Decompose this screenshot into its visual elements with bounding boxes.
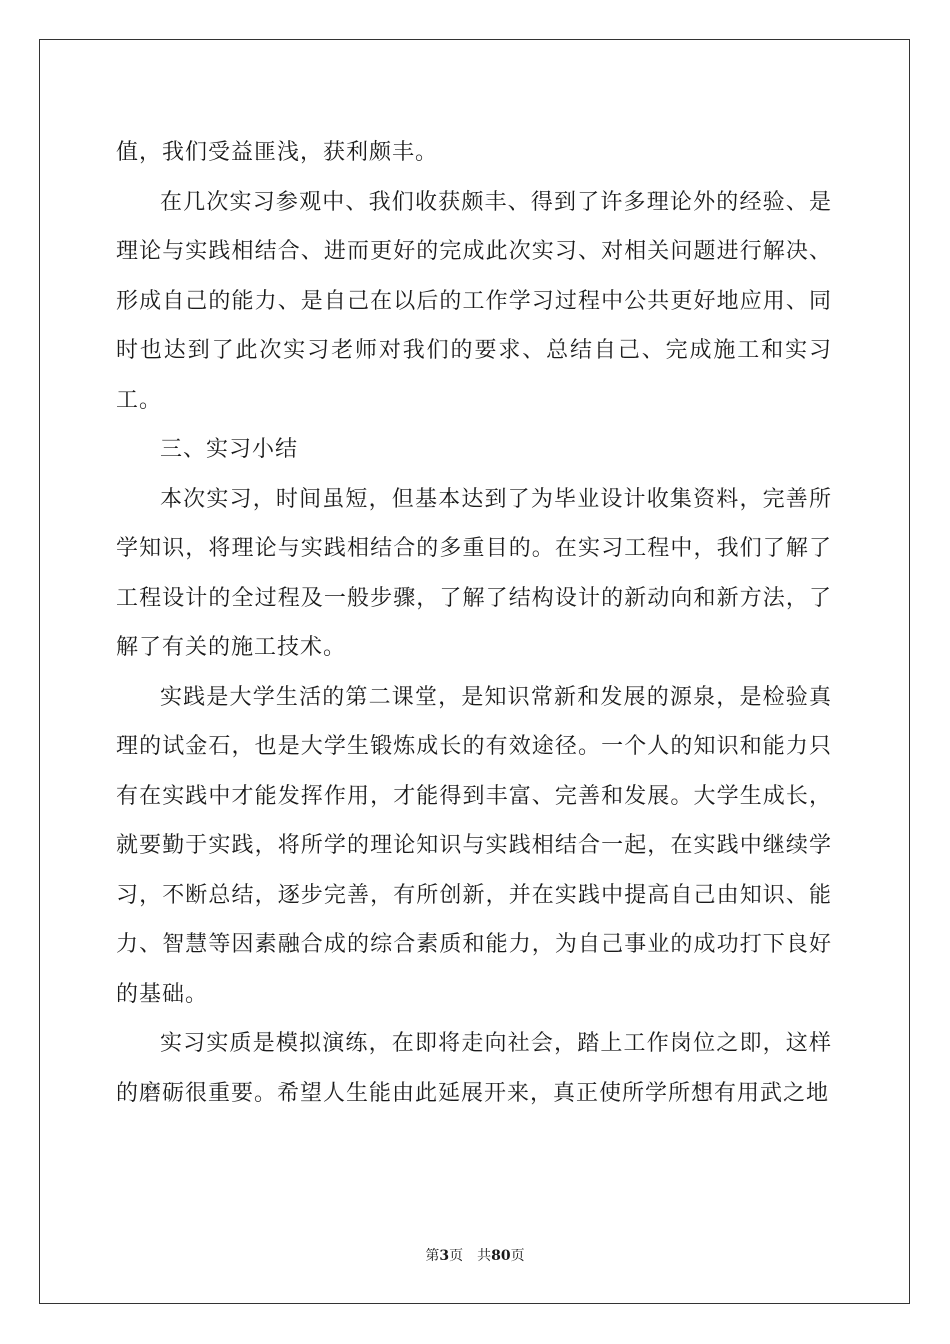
page-footer xyxy=(0,1247,950,1265)
page-prefix: 第 xyxy=(425,1248,440,1264)
paragraph-2: 在几次实习参观中、我们收获颇丰、得到了许多理论外的经验、是理论与实践相结合、进而更好的完成此次实习、对相关问题进行解决、形成自己的能力、是自己在以后的工作学习过程中公共更好地应用、同时也达到了此次实习老师对我们的要求、总结自己、完成施工和实习工。 xyxy=(116,189,832,413)
page-total: 80 xyxy=(491,1248,511,1264)
paragraph-1: 值，我们受益匪浅，获利颇丰。 xyxy=(116,140,439,165)
section-heading: 三、实习小结 xyxy=(160,437,299,462)
paragraph-4: 实践是大学生活的第二课堂，是知识常新和发展的源泉，是检验真理的试金石，也是大学生锻炼成长的有效途径。一个人的知识和能力只有在实践中才能发挥作用，才能得到丰富、完善和发展。大学生成长，就要勤于实践，将所学的理论知识与实践相结合一起，在实践中继续学习，不断总结，逐步完善，有所创新，并在实践中提高自己由知识、能力、智慧等因素融合成的综合素质和能力，为自己事业的成功打下良好的基础。 xyxy=(116,684,832,1007)
total-prefix: 共 xyxy=(477,1248,492,1264)
document-body xyxy=(116,128,832,1118)
paragraph-3: 本次实习，时间虽短，但基本达到了为毕业设计收集资料，完善所学知识，将理论与实践相结合的多重目的。在实习工程中，我们了解了工程设计的全过程及一般步骤，了解了结构设计的新动向和新方法，了解了有关的施工技术。 xyxy=(116,486,832,660)
paragraph-5: 实习实质是模拟演练，在即将走向社会，踏上工作岗位之即，这样的磨砺很重要。希望人生能由此延展开来，真正使所学所想有用武之地 xyxy=(116,1031,832,1106)
page-current: 3 xyxy=(439,1248,450,1264)
page-suffix: 页 xyxy=(449,1248,464,1264)
total-suffix: 页 xyxy=(510,1248,525,1264)
